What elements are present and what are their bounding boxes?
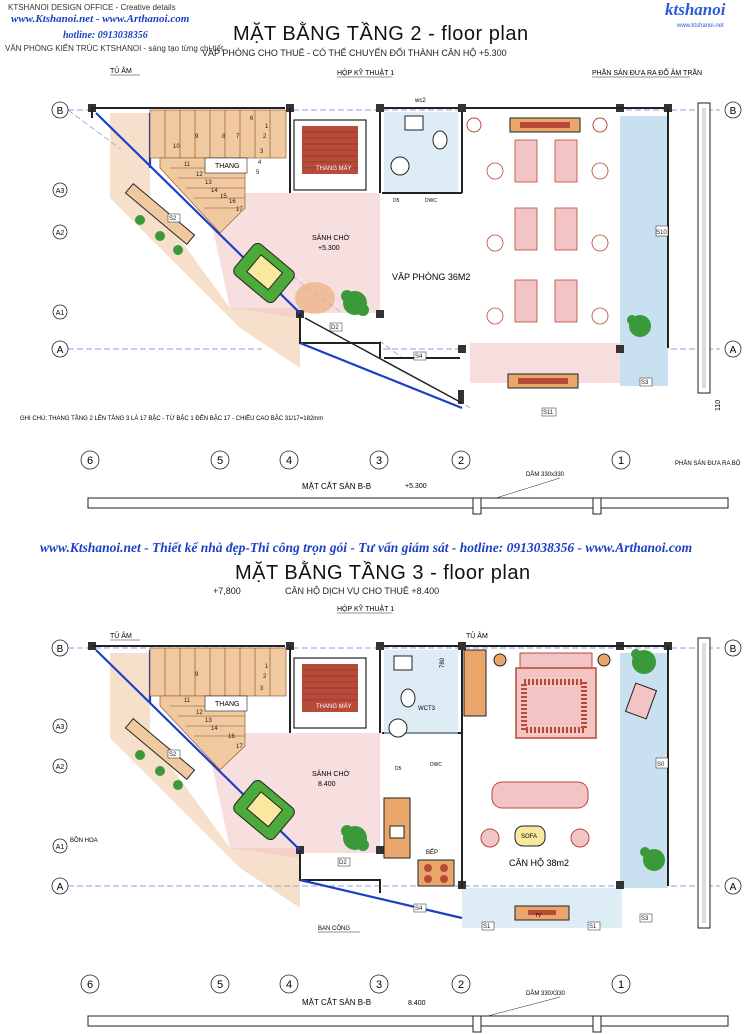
floor3-subtitle: CĂN HỘ DỊCH VỤ CHO THUÊ +8.400	[285, 586, 440, 596]
svg-text:B: B	[729, 644, 737, 655]
grid-axis-rows-left	[52, 102, 68, 357]
svg-text:3: 3	[375, 979, 383, 991]
svg-text:9: 9	[195, 134, 199, 140]
svg-text:S10: S10	[656, 230, 667, 236]
svg-text:A1: A1	[55, 844, 65, 851]
phan-san-label: PHẦN SÀN ĐƯA RA ĐỔ ÂM TRẦN	[592, 70, 703, 77]
svg-text:8.400: 8.400	[408, 1000, 426, 1007]
elevator-label: THANG MÁY	[316, 166, 352, 172]
svg-text:SOFA: SOFA	[521, 834, 538, 840]
svg-text:5: 5	[216, 455, 224, 467]
grid-axis-rows-right	[725, 102, 741, 357]
stair-note: GHI CHÚ: THANG TẦNG 2 LÊN TẦNG 3 LÀ 17 BẬC - TỪ BẬC 1 ĐẾN BẬC 17 - CHIỀU CAO BẬC 31/17=182mm	[20, 416, 324, 422]
svg-text:3: 3	[260, 149, 264, 155]
rug	[295, 282, 335, 314]
section-label-3: MẶT CẮT SÀN B-B	[302, 998, 372, 1007]
svg-text:8: 8	[222, 134, 226, 140]
floor3-plan	[0, 598, 750, 1034]
svg-text:WCT3: WCT3	[418, 706, 435, 712]
svg-text:10: 10	[173, 144, 180, 150]
wc2-label: wc2	[415, 98, 426, 104]
svg-text:S1: S1	[483, 924, 491, 930]
svg-text:11: 11	[184, 698, 191, 704]
svg-text:2: 2	[263, 674, 267, 680]
svg-text:14: 14	[211, 188, 218, 194]
svg-text:D2: D2	[339, 860, 347, 866]
apartment-label: CĂN HỘ 38m2	[509, 858, 570, 868]
dim-110: 110	[715, 399, 722, 411]
svg-text:A: A	[56, 345, 64, 356]
svg-text:D5: D5	[395, 766, 402, 772]
svg-text:6: 6	[86, 979, 94, 991]
svg-text:DWC: DWC	[430, 762, 442, 768]
wc-room-3	[384, 650, 458, 772]
svg-text:3: 3	[260, 686, 264, 692]
svg-text:THANG MÁY: THANG MÁY	[316, 704, 352, 710]
svg-text:S4: S4	[415, 354, 423, 360]
svg-text:5: 5	[216, 979, 224, 991]
svg-text:D2: D2	[331, 325, 339, 331]
office-name-vi: VĂN PHÒNG KIẾN TRÚC KTSHANOI - sáng tạo từng chi tiết	[5, 44, 224, 53]
svg-text:THANG: THANG	[215, 701, 240, 708]
svg-text:DẦM 330X330: DẦM 330X330	[526, 991, 566, 997]
bon-hoa-label: BỒN HOA	[70, 838, 98, 844]
logo-text: ktshanoi	[665, 0, 726, 19]
svg-text:SẢNH CHỜ: SẢNH CHỜ	[312, 771, 350, 778]
svg-text:A2: A2	[55, 764, 65, 771]
svg-text:B: B	[729, 106, 737, 117]
svg-text:S11: S11	[543, 410, 554, 416]
svg-text:B: B	[56, 644, 64, 655]
phan-san-bo-label: PHẦN SÀN ĐƯA RA BỘ	[675, 461, 741, 467]
office-name: KTSHANOI DESIGN OFFICE - Creative details	[8, 3, 176, 12]
floor2-subtitle: VĂP PHÒNG CHO THUÊ - CÓ THỂ CHUYỂN ĐỔI THÀNH CĂN HỘ +5.300	[202, 48, 507, 58]
svg-text:DWC: DWC	[425, 198, 437, 204]
svg-text:D5: D5	[393, 198, 400, 204]
svg-text:1: 1	[617, 979, 625, 991]
svg-text:13: 13	[205, 718, 212, 724]
svg-text:1: 1	[617, 455, 625, 467]
svg-text:A3: A3	[55, 724, 65, 731]
section-label: MẶT CẮT SÀN B-B	[302, 482, 372, 491]
logo-url: www.ktshanoi.net	[677, 23, 724, 29]
svg-text:S2: S2	[169, 216, 177, 222]
svg-text:S1: S1	[589, 924, 597, 930]
svg-text:S3: S3	[641, 916, 649, 922]
svg-text:6: 6	[250, 116, 254, 122]
kitchen	[384, 798, 454, 886]
svg-text:1: 1	[265, 124, 269, 130]
tu-am-label: TỦ ÂM	[110, 68, 132, 75]
stair-label: THANG	[215, 163, 240, 170]
svg-text:5: 5	[256, 170, 260, 176]
svg-text:780: 780	[440, 657, 446, 668]
grid-axis-cols	[81, 451, 630, 469]
website-links[interactable]: www.Ktshanoi.net - www.Arthanoi.com	[11, 13, 190, 25]
beam-label: DẦM 330x330	[526, 472, 565, 478]
wc-room	[384, 112, 458, 204]
tu-am-label-3b: TỦ ÂM	[466, 633, 488, 640]
lobby-level: +5.300	[318, 245, 340, 252]
svg-text:A: A	[56, 882, 64, 893]
hop-ky-thuat-label-3: HỘP KỸ THUẬT 1	[337, 606, 395, 613]
svg-text:17: 17	[236, 207, 243, 213]
svg-text:S2: S2	[169, 752, 177, 758]
svg-text:A1: A1	[55, 310, 65, 317]
svg-text:B: B	[56, 106, 64, 117]
floor3-title: MẶT BẰNG TẦNG 3 - floor plan	[235, 562, 531, 584]
svg-text:14: 14	[211, 726, 218, 732]
svg-text:15: 15	[220, 194, 227, 200]
svg-text:2: 2	[263, 134, 267, 140]
tu-am-label-3: TỦ ÂM	[110, 633, 132, 640]
svg-text:2: 2	[457, 455, 465, 467]
svg-text:13: 13	[205, 180, 212, 186]
svg-text:A3: A3	[55, 188, 65, 195]
svg-text:9: 9	[195, 672, 199, 678]
brand-logo	[665, 0, 725, 38]
elevator-3	[294, 658, 366, 728]
svg-text:1: 1	[265, 664, 269, 670]
svg-text:4: 4	[285, 979, 293, 991]
office-room-label: VĂP PHÒNG 36M2	[392, 272, 471, 282]
svg-text:12: 12	[196, 172, 203, 178]
floor3-level-top: +7,800	[213, 586, 241, 596]
section-slab	[88, 498, 728, 508]
svg-text:2: 2	[457, 979, 465, 991]
svg-text:S4: S4	[415, 906, 423, 912]
svg-text:A: A	[729, 345, 737, 356]
svg-text:S0: S0	[657, 762, 665, 768]
grid-axis-rows-left-3	[52, 640, 68, 894]
svg-text:3: 3	[375, 455, 383, 467]
svg-text:4: 4	[258, 160, 262, 166]
svg-text:A2: A2	[55, 230, 65, 237]
svg-text:TV: TV	[535, 913, 542, 919]
floor2-plan	[0, 58, 750, 518]
promo-banner[interactable]: www.Ktshanoi.net - Thiết kế nhà đẹp-Thi công trọn gói - Tư vấn giám sát - hotline: 0913038356 - www.Arthanoi.com	[40, 540, 693, 555]
svg-text:16: 16	[228, 734, 235, 740]
svg-text:S3: S3	[641, 380, 649, 386]
elevator	[294, 120, 366, 190]
floor2-title: MẶT BẰNG TẦNG 2 - floor plan	[233, 23, 529, 45]
svg-text:12: 12	[196, 710, 203, 716]
svg-text:A: A	[729, 882, 737, 893]
svg-text:6: 6	[86, 455, 94, 467]
svg-text:BẾP: BẾP	[426, 850, 439, 856]
section-level: +5.300	[405, 483, 427, 490]
svg-text:17: 17	[236, 744, 243, 750]
ban-cong-label: BAN CÔNG	[318, 926, 351, 932]
svg-text:8.400: 8.400	[318, 781, 336, 788]
svg-text:11: 11	[184, 162, 191, 168]
hotline-text: hotline: 0913038356	[63, 30, 148, 41]
grid-axis-rows-right-3	[725, 640, 741, 894]
svg-text:7: 7	[236, 134, 240, 140]
svg-text:16: 16	[229, 199, 236, 205]
lobby-label: SẢNH CHỜ	[312, 235, 350, 242]
svg-text:4: 4	[285, 455, 293, 467]
hop-ky-thuat-label: HỘP KỸ THUẬT 1	[337, 70, 395, 77]
